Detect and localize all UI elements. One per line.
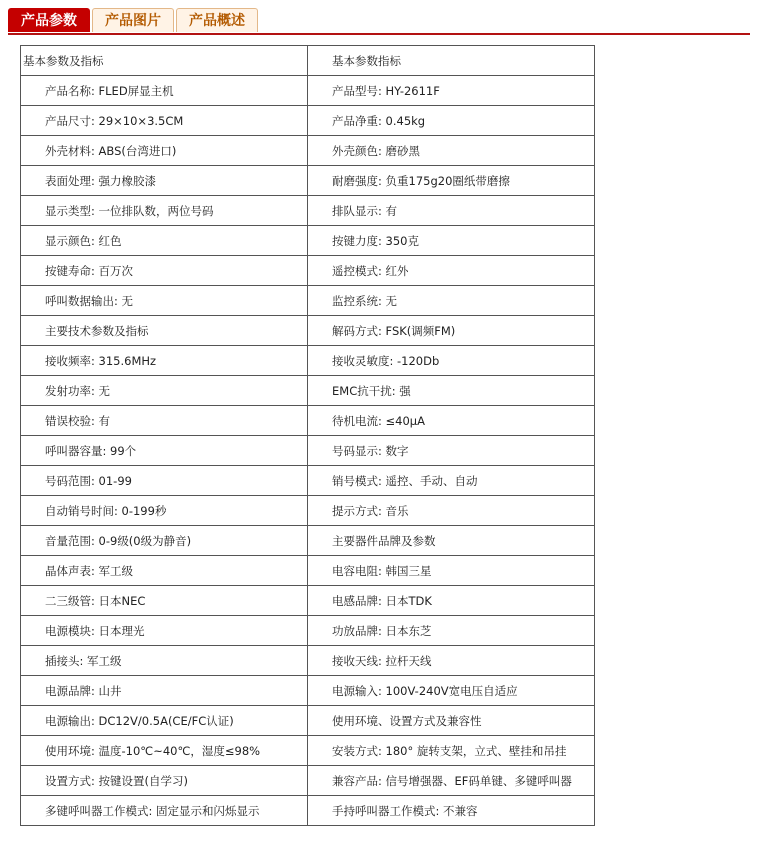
table-row bbox=[21, 496, 595, 526]
spec-cell-left bbox=[21, 316, 308, 346]
table-row bbox=[21, 346, 595, 376]
spec-cell-right bbox=[308, 256, 595, 286]
spec-text: 主要技术参数及指标 bbox=[45, 323, 149, 338]
spec-text: 产品型号: HY-2611F bbox=[332, 83, 440, 98]
spec-cell-right bbox=[308, 766, 595, 796]
spec-cell-right bbox=[308, 316, 595, 346]
table-row bbox=[21, 586, 595, 616]
table-header-row bbox=[21, 46, 595, 76]
spec-cell-right bbox=[308, 136, 595, 166]
spec-cell-right bbox=[308, 106, 595, 136]
spec-cell-right bbox=[308, 406, 595, 436]
spec-cell-right bbox=[308, 646, 595, 676]
spec-cell-left bbox=[21, 676, 308, 706]
spec-text: 自动销号时间: 0-199秒 bbox=[45, 503, 167, 518]
spec-cell-right bbox=[308, 526, 595, 556]
table-row bbox=[21, 796, 595, 826]
spec-cell-left bbox=[21, 646, 308, 676]
spec-text: 呼叫器容量: 99个 bbox=[45, 443, 137, 458]
spec-text: 主要器件品牌及参数 bbox=[332, 533, 436, 548]
spec-text: 多键呼叫器工作模式: 固定显示和闪烁显示 bbox=[45, 803, 260, 818]
spec-text: 接收频率: 315.6MHz bbox=[45, 353, 157, 368]
spec-cell-left bbox=[21, 556, 308, 586]
spec-text: 功放品牌: 日本东芝 bbox=[332, 623, 432, 638]
spec-cell-left bbox=[21, 586, 308, 616]
table-row bbox=[21, 676, 595, 706]
spec-text: 提示方式: 音乐 bbox=[332, 503, 409, 518]
spec-cell-left bbox=[21, 376, 308, 406]
spec-text: 表面处理: 强力橡胶漆 bbox=[45, 173, 157, 188]
header-left-cell bbox=[21, 46, 308, 76]
tab-bar bbox=[8, 8, 258, 34]
spec-cell-left bbox=[21, 766, 308, 796]
spec-text: 使用环境: 温度-10℃~40℃，湿度≤98% bbox=[45, 743, 261, 758]
table-row bbox=[21, 646, 595, 676]
table-row bbox=[21, 196, 595, 226]
spec-text: 错误校验: 有 bbox=[45, 413, 111, 428]
table-row bbox=[21, 106, 595, 136]
header-right-cell bbox=[308, 46, 595, 76]
spec-text: 销号模式: 遥控、手动、自动 bbox=[332, 473, 478, 488]
table-row bbox=[21, 736, 595, 766]
spec-text: 兼容产品: 信号增强器、EF码单键、多键呼叫器 bbox=[332, 773, 572, 788]
spec-text: 设置方式: 按键设置(自学习) bbox=[45, 773, 189, 788]
spec-text: 解码方式: FSK(调频FM) bbox=[332, 323, 456, 338]
spec-cell-right bbox=[308, 76, 595, 106]
spec-cell-right bbox=[308, 466, 595, 496]
table-row bbox=[21, 166, 595, 196]
spec-cell-left bbox=[21, 466, 308, 496]
spec-text: 接收天线: 拉杆天线 bbox=[332, 653, 432, 668]
spec-cell-right bbox=[308, 436, 595, 466]
spec-cell-left bbox=[21, 796, 308, 826]
spec-text: 音量范围: 0-9级(0级为静音) bbox=[45, 533, 192, 548]
spec-cell-left bbox=[21, 706, 308, 736]
spec-text: 电源输出: DC12V/0.5A(CE/FC认证) bbox=[45, 713, 234, 728]
spec-text: 产品尺寸: 29×10×3.5CM bbox=[45, 113, 184, 128]
spec-text: 号码范围: 01-99 bbox=[45, 473, 132, 488]
table-row bbox=[21, 526, 595, 556]
table-row bbox=[21, 376, 595, 406]
spec-text: 电容电阻: 韩国三星 bbox=[332, 563, 432, 578]
table-row bbox=[21, 226, 595, 256]
tab-product-params[interactable]: 产品参数 bbox=[8, 8, 90, 32]
table-row bbox=[21, 706, 595, 736]
spec-cell-right bbox=[308, 196, 595, 226]
spec-text: 按键寿命: 百万次 bbox=[45, 263, 134, 278]
spec-text: 电源品牌: 山井 bbox=[45, 683, 122, 698]
spec-text: 产品净重: 0.45kg bbox=[332, 113, 426, 128]
spec-table bbox=[20, 45, 595, 826]
spec-cell-right bbox=[308, 796, 595, 826]
spec-cell-right bbox=[308, 676, 595, 706]
spec-text: 手持呼叫器工作模式: 不兼容 bbox=[332, 803, 478, 818]
spec-text: 二三级管: 日本NEC bbox=[45, 593, 146, 608]
spec-cell-left bbox=[21, 106, 308, 136]
spec-cell-right bbox=[308, 586, 595, 616]
spec-cell-left bbox=[21, 406, 308, 436]
table-row bbox=[21, 436, 595, 466]
tab-product-images[interactable]: 产品图片 bbox=[92, 8, 174, 32]
spec-text: 显示颜色: 红色 bbox=[45, 233, 122, 248]
spec-cell-right bbox=[308, 496, 595, 526]
header-right-text: 基本参数指标 bbox=[332, 53, 401, 68]
spec-cell-left bbox=[21, 286, 308, 316]
spec-text: 耐磨强度: 负重175g20圈纸带磨擦 bbox=[332, 173, 510, 188]
spec-text: 产品名称: FLED屏显主机 bbox=[45, 83, 174, 98]
spec-cell-right bbox=[308, 556, 595, 586]
spec-text: 排队显示: 有 bbox=[332, 203, 398, 218]
spec-cell-right bbox=[308, 226, 595, 256]
spec-text: 遥控模式: 红外 bbox=[332, 263, 409, 278]
spec-text: 使用环境、设置方式及兼容性 bbox=[332, 713, 482, 728]
spec-cell-left bbox=[21, 196, 308, 226]
table-row bbox=[21, 76, 595, 106]
spec-text: 电感品牌: 日本TDK bbox=[332, 593, 432, 608]
spec-text: 显示类型: 一位排队数，两位号码 bbox=[45, 203, 214, 218]
spec-cell-left bbox=[21, 436, 308, 466]
spec-text: 呼叫数据输出: 无 bbox=[45, 293, 134, 308]
spec-cell-left bbox=[21, 136, 308, 166]
spec-cell-left bbox=[21, 736, 308, 766]
table-row bbox=[21, 616, 595, 646]
spec-text: 监控系统: 无 bbox=[332, 293, 398, 308]
table-row bbox=[21, 766, 595, 796]
spec-cell-right bbox=[308, 706, 595, 736]
spec-cell-right bbox=[308, 376, 595, 406]
table-row bbox=[21, 316, 595, 346]
spec-text: 待机电流: ≤40μA bbox=[332, 413, 425, 428]
spec-text: 插接头: 军工级 bbox=[45, 653, 122, 668]
tab-product-overview[interactable]: 产品概述 bbox=[176, 8, 258, 32]
spec-text: 外壳材料: ABS(台湾进口) bbox=[45, 143, 177, 158]
spec-text: 电源模块: 日本理光 bbox=[45, 623, 145, 638]
spec-cell-left bbox=[21, 346, 308, 376]
table-row bbox=[21, 136, 595, 166]
spec-cell-left bbox=[21, 526, 308, 556]
table-row bbox=[21, 556, 595, 586]
spec-cell-right bbox=[308, 346, 595, 376]
spec-text: 电源输入: 100V-240V宽电压自适应 bbox=[332, 683, 518, 698]
spec-text: 接收灵敏度: -120Db bbox=[332, 353, 440, 368]
spec-cell-right bbox=[308, 616, 595, 646]
spec-text: 安装方式: 180° 旋转支架，立式、壁挂和吊挂 bbox=[332, 743, 567, 758]
spec-cell-left bbox=[21, 226, 308, 256]
spec-cell-left bbox=[21, 76, 308, 106]
spec-text: 发射功率: 无 bbox=[45, 383, 111, 398]
spec-cell-right bbox=[308, 166, 595, 196]
spec-text: EMC抗干扰: 强 bbox=[332, 383, 411, 398]
header-left-text: 基本参数及指标 bbox=[23, 53, 104, 68]
spec-cell-left bbox=[21, 616, 308, 646]
spec-cell-right bbox=[308, 736, 595, 766]
table-row bbox=[21, 286, 595, 316]
table-row bbox=[21, 256, 595, 286]
spec-text: 外壳颜色: 磨砂黑 bbox=[332, 143, 421, 158]
table-row bbox=[21, 406, 595, 436]
spec-cell-left bbox=[21, 166, 308, 196]
spec-text: 按键力度: 350克 bbox=[332, 233, 419, 248]
spec-cell-right bbox=[308, 286, 595, 316]
table-row bbox=[21, 466, 595, 496]
spec-cell-left bbox=[21, 256, 308, 286]
spec-text: 号码显示: 数字 bbox=[332, 443, 409, 458]
spec-text: 晶体声表: 军工级 bbox=[45, 563, 134, 578]
spec-cell-left bbox=[21, 496, 308, 526]
tab-underline bbox=[8, 33, 750, 35]
